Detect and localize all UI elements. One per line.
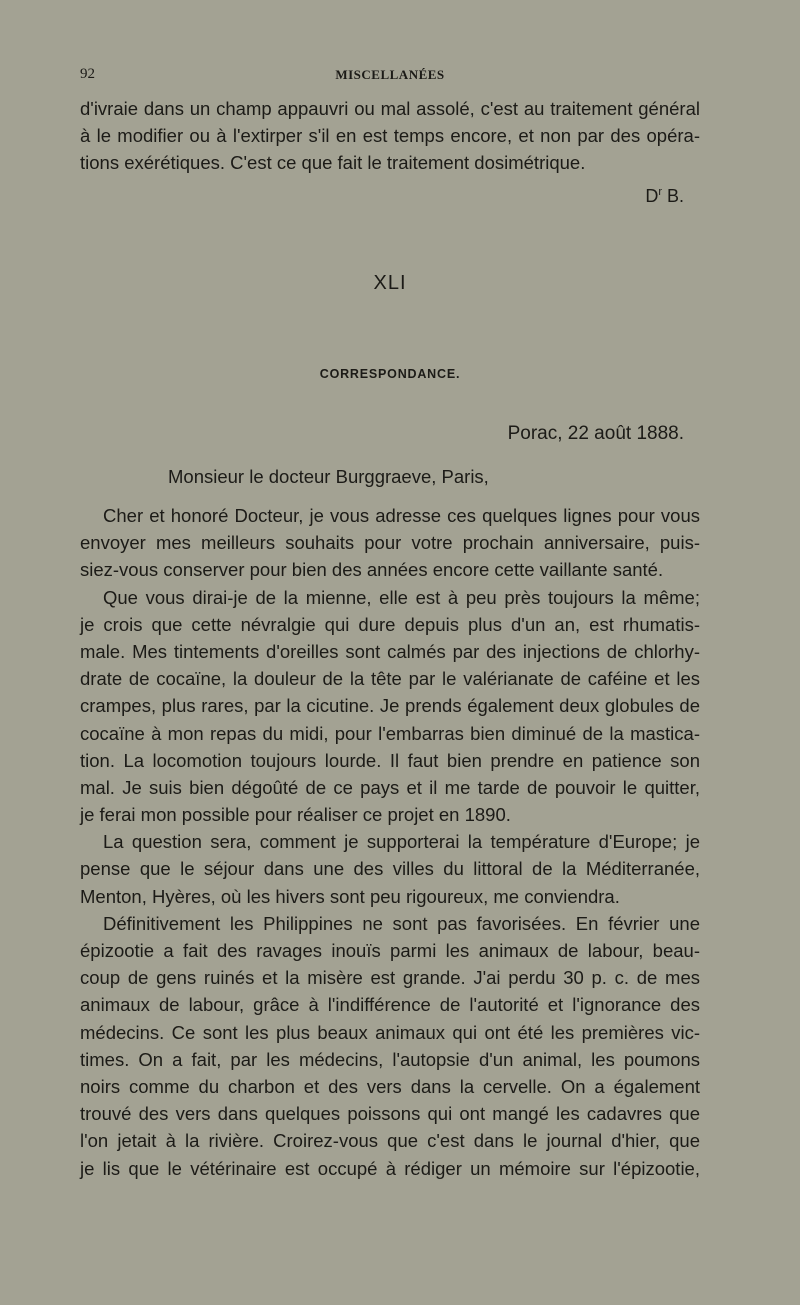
text-line: épizootie a fait des ravages inouïs parmi les animaux de labour, beau-: [80, 940, 700, 961]
paragraph-epizootic: [80, 910, 700, 1182]
text-line: je ferai mon possible pour réaliser ce projet en 1890.: [80, 804, 511, 826]
text-line: male. Mes tintements d'oreilles sont calmés par des injections de chlorhy-: [80, 640, 700, 662]
continuation-paragraph: [80, 95, 700, 177]
text-line: médecins. Ce sont les plus beaux animaux qui ont été les premières vic-: [80, 1021, 700, 1043]
letter-body: [80, 502, 700, 1182]
letter-salutation: Monsieur le docteur Burggraeve, Paris,: [168, 466, 489, 487]
text-line: tion. La locomotion toujours lourde. Il faut bien prendre en patience son: [80, 749, 700, 771]
text-line: tions exérétiques. C'est ce que fait le traitement dosimétrique.: [80, 152, 586, 174]
text-line: trouvé des vers dans quelques poissons qui ont mangé les cadavres que: [80, 1103, 700, 1125]
text-line: La question sera, comment je supporterai la température d'Europe; je: [103, 831, 700, 853]
section-number: XLI: [373, 272, 407, 294]
text-line: drate de cocaïne, la douleur de la tête par le valérianate de caféine et les: [80, 668, 700, 690]
text-line: crampes, plus rares, par la cicutine. Je prends également deux globules de: [80, 695, 700, 717]
text-line: Définitivement les Philippines ne sont pas favorisées. En février une: [103, 912, 700, 934]
text-line: cocaïne à mon repas du midi, pour l'embarras bien diminué de la mastica-: [80, 722, 700, 744]
paragraph-greeting: [80, 502, 700, 584]
running-head: MISCELLANÉES: [335, 67, 445, 82]
text-line: je lis que le vétérinaire est occupé à rédiger un mémoire sur l'épizootie,: [80, 1157, 700, 1179]
text-line: Menton, Hyères, où les hivers sont peu rigoureux, me conviendra.: [80, 885, 620, 907]
text-line: Que vous dirai-je de la mienne, elle est à peu près toujours la même;: [103, 586, 700, 608]
text-line: d'ivraie dans un champ appauvri ou mal assolé, c'est au traitement général: [80, 98, 700, 119]
signature: $D^r$ B.: [645, 186, 684, 206]
paragraph-health: [80, 584, 700, 829]
text-line: je crois que cette névralgie qui dure depuis plus d'un an, est rhumatis-: [80, 613, 700, 635]
letter-dateline: Porac, 22 août 1888.: [507, 423, 684, 444]
text-line: times. On a fait, par les médecins, l'autopsie d'un animal, les poumons: [80, 1048, 700, 1070]
paragraph-climate: [80, 828, 700, 910]
text-line: animaux de labour, grâce à l'indifférence de l'autorité et l'ignorance des: [80, 994, 700, 1016]
page-header: [80, 66, 700, 90]
text-line: coup de gens ruinés et la misère est grande. J'ai perdu 30 p. c. de mes: [80, 967, 700, 989]
text-line: siez-vous conserver pour bien des années encore cette vaillante santé.: [80, 559, 664, 581]
section-title: CORRESPONDANCE.: [319, 367, 461, 381]
text-line: pense que le séjour dans une des villes du littoral de la Méditerranée,: [80, 858, 700, 880]
text-line: l'on jetait à la rivière. Croirez-vous que c'est dans le journal d'hier, que: [80, 1130, 700, 1152]
page-number: 92: [80, 66, 95, 82]
text-line: à le modifier ou à l'extirper s'il en est temps encore, et non par des opéra-: [80, 125, 700, 147]
text-line: noirs comme du charbon et des vers dans la cervelle. On a également: [80, 1075, 700, 1097]
text-line: Cher et honoré Docteur, je vous adresse ces quelques lignes pour vous: [103, 505, 700, 526]
text-line: mal. Je suis bien dégoûté de ce pays et il me tarde de pouvoir le quitter,: [80, 776, 700, 798]
text-line: envoyer mes meilleurs souhaits pour votre prochain anniversaire, puis-: [80, 532, 700, 554]
